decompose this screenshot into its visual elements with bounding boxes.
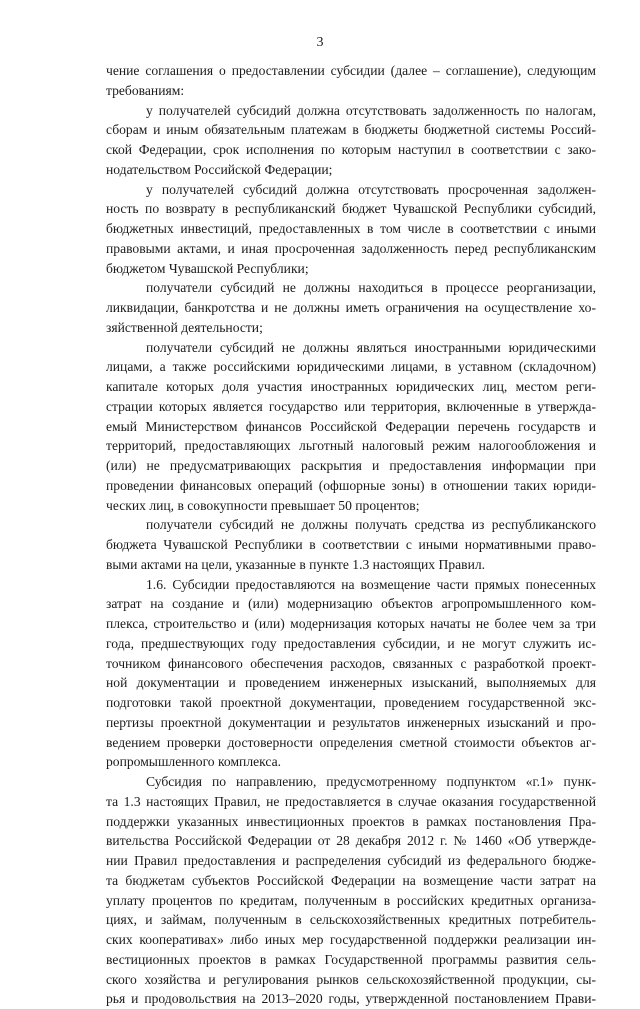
text-line: ческих лиц, в совокупности превышает 50 процентов; [106,497,420,513]
text-line: требованиям: [106,82,185,98]
text-line: территорий, предоставляющих льготный налоговый режим налогообложения и [106,438,596,454]
text-line: зяйственной деятельности; [106,319,263,335]
text-line: пертизы проектной документации и результатов инженерных изысканий и про- [106,714,596,730]
text-line: выми актами на цели, указанные в пункте 1.3 настоящих Правил. [106,556,486,572]
text-line: ликвидации, банкротства и не должны иметь ограничения на осуществление хо- [106,300,596,315]
text-line: у получателей субсидий должна отсутствовать задолженность по налогам, [146,102,596,118]
text-line: подготовки такой проектной документации, проведением государственной экс- [106,695,596,710]
text-line: емый Министерством финансов Российской Федерации перечень государств и [106,418,596,434]
text-line: капитале которых доля участия иностранных юридических лиц, местом реги- [106,379,596,394]
text-line: ского хозяйства и регулирования рынков сельскохозяйственной продукции, сы- [106,971,596,987]
text-line: ропромышленного комплекса. [106,754,282,770]
text-line: рья и продовольствия на 2013–2020 годы, утвержденной постановлением Прави- [106,991,596,1007]
text-line: та бюджетам субъектов Российской Федерации на возмещение части затрат на [106,872,596,888]
text-line: поддержки указанных инвестиционных проектов в рамках постановления Пра- [106,813,596,829]
text-line: ведением проверки достоверности определения сметной стоимости объектов аг- [106,734,596,750]
text-line: года, предшествующих году предоставления субсидии, и не могут служить ис- [106,635,596,651]
text-line: ной документации и проведением инженерных изысканий, выполняемых для [106,675,596,691]
document-body [106,61,596,1009]
text-line: чение соглашения о предоставлении субсидии (далее – соглашение), следующим [106,63,596,78]
text-line: бюджетных инвестиций, предоставленных в том числе в соответствии с иными [106,221,596,236]
text-line: 1.6. Субсидии предоставляются на возмещение части прямых понесенных [146,576,596,592]
text-line: страции которых является государство или территория, включенные в утвержда- [106,398,596,414]
text-line: (или) не предусматривающих раскрытия и предоставления информации при [106,458,596,473]
text-line: бюджетом Чувашской Республики; [106,260,309,276]
text-line: получатели субсидий не должны являться иностранными юридическими [146,339,596,355]
text-line: сборам и иным обязательным платежам в бюджеты бюджетной системы Россий- [106,122,596,138]
text-line: вительства Российской Федерации от 28 декабря 2012 г. № 1460 «Об утвержде- [106,833,596,849]
text-line: ской Федерации, срок исполнения по которым наступил в соответствии с зако- [106,142,596,157]
text-line: та 1.3 настоящих Правил, не предоставляется в случае оказания государственной [106,793,596,809]
text-line: затрат на создание и (или) модернизацию объектов агропромышленного ком- [106,596,596,612]
text-line: Субсидия по направлению, предусмотренному подпунктом «г.1» пунк- [146,774,596,789]
text-line: уплату процентов по кредитам, полученным в российских кредитных организа- [106,892,596,908]
text-line: циях, и займам, полученным в сельскохозяйственных кредитных потребитель- [106,912,596,928]
text-line: нии Правил предоставления и распределения субсидий из федерального бюдже- [106,853,596,868]
page-number: 3 [316,35,324,50]
text-line: точником финансового обеспечения расходов, связанных с разработкой проект- [106,655,596,671]
text-line: получатели субсидий не должны находиться в процессе реорганизации, [146,280,596,296]
text-line: лицами, а также российскими юридическими лицами, в уставном (складочном) [106,359,596,375]
text-line: плекса, строительство и (или) модернизация которых начаты не более чем за три [106,616,596,631]
text-line: получатели субсидий не должны получать средства из республиканского [146,517,596,533]
text-line: правовыми актами, и иная просроченная задолженность перед республиканским [106,240,596,256]
text-line: ских кооперативах» либо иных мер государственной поддержки реализации ин- [106,932,596,947]
text-line: бюджета Чувашской Республики в соответствии с иными нормативными право- [106,537,596,552]
text-line: вестиционных проектов в рамках Государственной программы развития сель- [106,951,596,967]
text-line: нодательством Российской Федерации; [106,161,333,177]
text-line: ность по возврату в республиканский бюджет Чувашской Республики субсидий, [106,201,596,217]
text-line: проведении финансовых операций (офшорные зоны) в отношении таких юриди- [106,477,596,493]
text-line: у получателей субсидий должна отсутствовать просроченная задолжен- [146,181,596,197]
